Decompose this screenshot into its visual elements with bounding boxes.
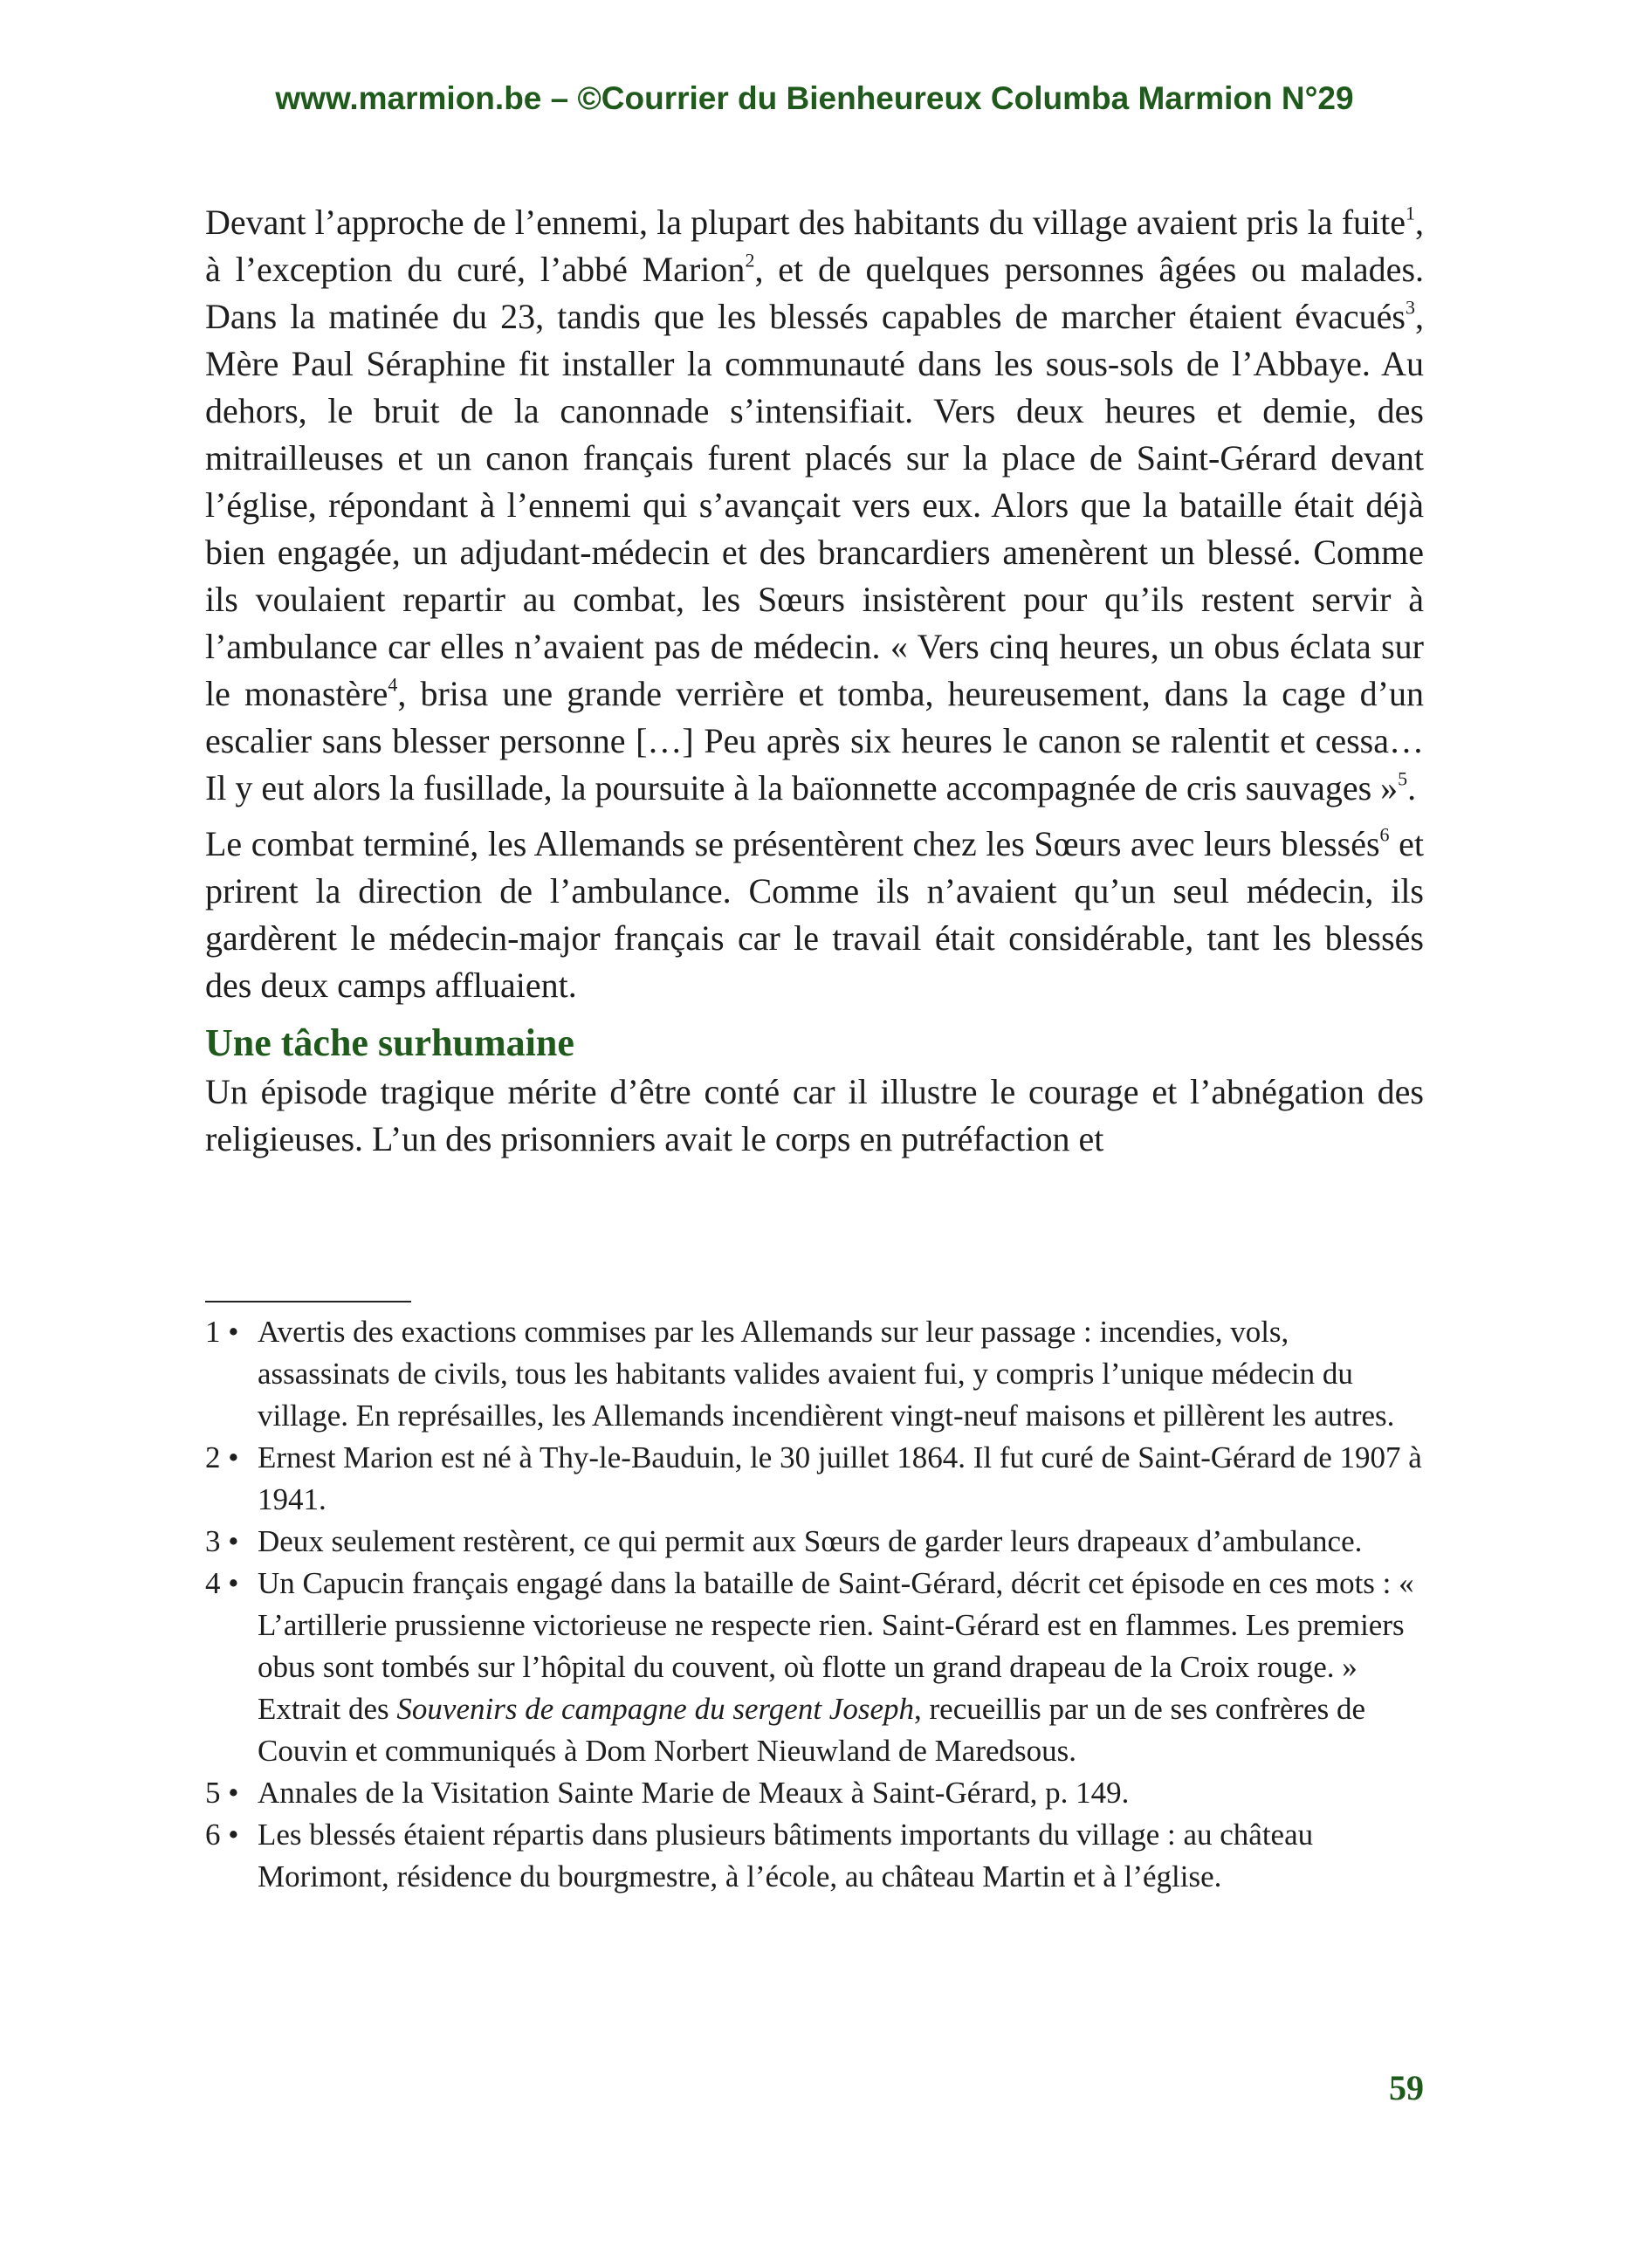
footnote-3 <box>205 1521 1424 1563</box>
body-text <box>205 199 1424 1172</box>
paragraph-3: Un épisode tragique mérite d’être conté car il illustre le courage et l’abnégation des religieuses. L’un des prisonniers avait le corps en putréfaction et <box>205 1072 1424 1158</box>
footnotes-list <box>205 1311 1424 1898</box>
footnote-6 <box>205 1814 1424 1898</box>
paragraph-1-text-f: . <box>1407 768 1417 808</box>
footnote-marker: 6 • <box>205 1818 239 1852</box>
paragraph-1 <box>205 199 1424 812</box>
paragraph-1-text-a: Devant l’approche de l’ennemi, la plupart des habitants du village avaient pris la fuite <box>205 203 1406 242</box>
footnote-text: Les blessés étaient répartis dans plusieurs bâtiments importants du village : au château Morimont, résidence du bourgmestre, à l’école, au château Martin et à l’église. <box>258 1818 1314 1893</box>
footnote-marker: 5 • <box>205 1776 239 1810</box>
footnote-marker: 3 • <box>205 1524 239 1558</box>
footnote-1 <box>205 1311 1424 1437</box>
paragraph-1-text-b: , à l’exception du curé, l’abbé Marion <box>205 203 1424 289</box>
footnote-text: Avertis des exactions commises par les Allemands sur leur passage : incendies, vols, assassinats de civils, tous les habitants valides avaient fui, y compris l’unique médecin du village. En représailles, les Allemands incendièrent vingt-neuf maisons et pillèrent les autres. <box>258 1315 1395 1433</box>
footnote-2 <box>205 1437 1424 1521</box>
paragraph-2 <box>205 821 1424 1009</box>
footnote-ref-4: 4 <box>388 673 398 696</box>
footnote-ref-6: 6 <box>1379 823 1390 846</box>
footnote-text: Annales de la Visitation Sainte Marie de Meaux à Saint-Gérard, p. 149. <box>258 1776 1130 1810</box>
footnote-ref-2: 2 <box>745 249 755 271</box>
footnote-ref-1: 1 <box>1406 202 1415 224</box>
footnote-4 <box>205 1563 1424 1772</box>
paragraph-1-text-d: , Mère Paul Séraphine fit installer la communauté dans les sous-sols de l’Abbaye. Au dehors, le bruit de la canonnade s’intensifiait. Vers deux heures et demie, des mitrailleuses et un canon français furent placés sur la place de Saint-Gérard devant l’église, répondant à l’ennemi qui s’avançait vers eux. Alors que la bataille était déjà bien engagée, un adjudant-médecin et des brancardiers amenèrent un blessé. Comme ils voulaient repartir au combat, les Sœurs insistèrent pour qu’ils restent servir à l’ambulance car elles n’avaient pas de médecin. « Vers cinq heures, un obus éclata sur le monastère <box>205 297 1424 713</box>
paragraph-2-text-a: Le combat terminé, les Allemands se présentèrent chez les Sœurs avec leurs blessés <box>205 824 1380 863</box>
footnote-5 <box>205 1772 1424 1814</box>
footnote-marker: 2 • <box>205 1440 239 1474</box>
section-heading: Une tâche surhumaine <box>205 1021 574 1064</box>
page-header: www.marmion.be – ©Courrier du Bienheureux Columba Marmion N°29 <box>275 80 1354 116</box>
footnote-ref-3: 3 <box>1406 296 1415 319</box>
footnote-marker: 4 • <box>205 1566 239 1600</box>
footnote-divider <box>205 1301 411 1302</box>
paragraph-1-text-e: , brisa une grande verrière et tomba, heureusement, dans la cage d’un escalier sans blesser personne […] Peu après six heures le canon se ralentit et cessa… Il y eut alors la fusillade, la poursuite à la baïonnette accompagnée de cris sauvages » <box>205 674 1424 808</box>
page-number: 59 <box>1389 2068 1424 2107</box>
footnote-marker: 1 • <box>205 1315 239 1349</box>
paragraph-2-text-b: et prirent la direction de l’ambulance. Comme ils n’avaient qu’un seul médecin, ils gardèrent le médecin-major français car le travail était considérable, tant les blessés des deux camps affluaient. <box>205 824 1425 1005</box>
footnote-text: Ernest Marion est né à Thy-le-Bauduin, le 30 juillet 1864. Il fut curé de Saint-Gérard de 1907 à 1941. <box>258 1440 1422 1516</box>
paragraph-1-text-c: , et de quelques personnes âgées ou malades. Dans la matinée du 23, tandis que les blessés capables de marcher étaient évacués <box>205 250 1425 336</box>
footnote-text-before: Un Capucin français engagé dans la bataille de Saint-Gérard, décrit cet épisode en ces mots : « L’artillerie prussienne victorieuse ne respecte rien. Saint-Gérard est en flammes. Les premiers obus sont tombés sur l’hôpital du couvent, où flotte un grand drapeau de la Croix rouge. » Extrait des <box>258 1566 1414 1726</box>
footnote-text-after: , recueillis par un de ses confrères de Couvin et communiqués à Dom Norbert Nieuwland de Maredsous. <box>258 1692 1366 1768</box>
footnote-italic-title: Souvenirs de campagne du sergent Joseph <box>396 1692 914 1726</box>
footnote-ref-5: 5 <box>1398 767 1408 790</box>
footnote-text: Deux seulement restèrent, ce qui permit aux Sœurs de garder leurs drapeaux d’ambulance. <box>258 1524 1363 1558</box>
